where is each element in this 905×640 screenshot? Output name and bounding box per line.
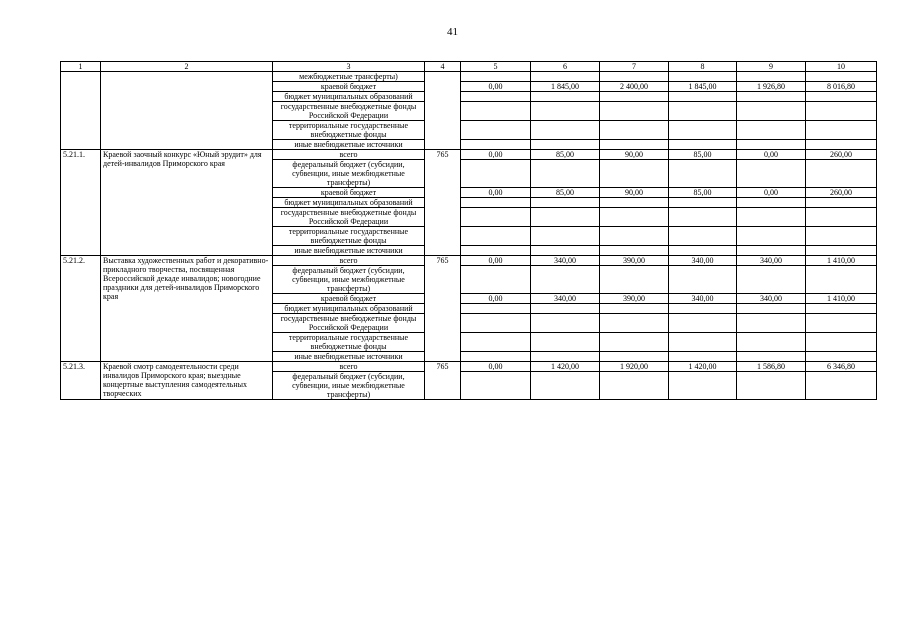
item-code <box>61 72 101 150</box>
amount-cell-8 <box>669 208 737 227</box>
item-col4 <box>425 72 461 150</box>
item-code: 5.21.1. <box>61 150 101 256</box>
amount-cell-7 <box>600 352 669 362</box>
funding-source-label: территориальные государственные внебюджетные фонды <box>273 333 425 352</box>
amount-cell-7 <box>600 140 669 150</box>
funding-source-label: межбюджетные трансферты) <box>273 72 425 82</box>
amount-cell-6 <box>531 372 600 400</box>
amount-cell-7: 90,00 <box>600 188 669 198</box>
amount-cell-6 <box>531 92 600 102</box>
amount-cell-5 <box>461 314 531 333</box>
amount-cell-6 <box>531 102 600 121</box>
amount-cell-5 <box>461 140 531 150</box>
funding-source-label: территориальные государственные внебюджетные фонды <box>273 227 425 246</box>
amount-cell-8 <box>669 372 737 400</box>
amount-cell-6: 340,00 <box>531 294 600 304</box>
column-header-5: 5 <box>461 62 531 72</box>
amount-cell-5 <box>461 352 531 362</box>
amount-cell-5: 0,00 <box>461 294 531 304</box>
amount-cell-9 <box>737 92 806 102</box>
funding-source-label: государственные внебюджетные фонды Российской Федерации <box>273 208 425 227</box>
amount-cell-6: 1 420,00 <box>531 362 600 372</box>
column-header-7: 7 <box>600 62 669 72</box>
amount-cell-7 <box>600 102 669 121</box>
funding-source-label: территориальные государственные внебюджетные фонды <box>273 121 425 140</box>
funding-source-label: иные внебюджетные источники <box>273 352 425 362</box>
amount-cell-8 <box>669 92 737 102</box>
amount-cell-8 <box>669 198 737 208</box>
item-name <box>101 72 273 150</box>
amount-cell-10 <box>806 227 877 246</box>
amount-cell-8: 85,00 <box>669 150 737 160</box>
amount-cell-5: 0,00 <box>461 362 531 372</box>
page-number: 41 <box>447 26 458 38</box>
amount-cell-5 <box>461 304 531 314</box>
amount-cell-6: 1 845,00 <box>531 82 600 92</box>
amount-cell-7 <box>600 372 669 400</box>
amount-cell-9 <box>737 372 806 400</box>
amount-cell-9 <box>737 102 806 121</box>
amount-cell-9 <box>737 333 806 352</box>
amount-cell-8 <box>669 102 737 121</box>
amount-cell-5 <box>461 102 531 121</box>
amount-cell-5: 0,00 <box>461 188 531 198</box>
amount-cell-5 <box>461 72 531 82</box>
funding-source-label: краевой бюджет <box>273 188 425 198</box>
funding-source-label: федеральный бюджет (субсидии, субвенции, иные межбюджетные трансферты) <box>273 266 425 294</box>
amount-cell-10: 8 016,80 <box>806 82 877 92</box>
amount-cell-5 <box>461 246 531 256</box>
item-name: Краевой смотр самодеятельности среди инвалидов Приморского края; выездные концертные выступления самодеятельных творческих <box>101 362 273 400</box>
amount-cell-7: 90,00 <box>600 150 669 160</box>
amount-cell-6 <box>531 333 600 352</box>
amount-cell-6: 340,00 <box>531 256 600 266</box>
amount-cell-9 <box>737 246 806 256</box>
amount-cell-6 <box>531 72 600 82</box>
funding-source-label: государственные внебюджетные фонды Российской Федерации <box>273 314 425 333</box>
amount-cell-9 <box>737 140 806 150</box>
amount-cell-10: 260,00 <box>806 188 877 198</box>
amount-cell-5 <box>461 160 531 188</box>
amount-cell-8 <box>669 352 737 362</box>
amount-cell-7: 390,00 <box>600 256 669 266</box>
amount-cell-5 <box>461 333 531 352</box>
item-code: 5.21.3. <box>61 362 101 400</box>
amount-cell-10 <box>806 246 877 256</box>
amount-cell-5: 0,00 <box>461 256 531 266</box>
amount-cell-8 <box>669 266 737 294</box>
amount-cell-6: 85,00 <box>531 188 600 198</box>
amount-cell-6 <box>531 227 600 246</box>
amount-cell-5 <box>461 266 531 294</box>
amount-cell-9 <box>737 72 806 82</box>
amount-cell-9 <box>737 352 806 362</box>
item-code: 5.21.2. <box>61 256 101 362</box>
item-col4: 765 <box>425 256 461 362</box>
amount-cell-10 <box>806 140 877 150</box>
amount-cell-9 <box>737 304 806 314</box>
amount-cell-9: 1 586,80 <box>737 362 806 372</box>
amount-cell-6 <box>531 121 600 140</box>
amount-cell-7 <box>600 246 669 256</box>
amount-cell-10 <box>806 208 877 227</box>
amount-cell-6 <box>531 140 600 150</box>
amount-cell-10 <box>806 372 877 400</box>
amount-cell-9 <box>737 198 806 208</box>
funding-source-label: краевой бюджет <box>273 82 425 92</box>
funding-source-label: бюджет муниципальных образований <box>273 92 425 102</box>
amount-cell-5 <box>461 121 531 140</box>
column-header-4: 4 <box>425 62 461 72</box>
amount-cell-6 <box>531 314 600 333</box>
amount-cell-6 <box>531 246 600 256</box>
column-header-2: 2 <box>101 62 273 72</box>
amount-cell-5 <box>461 227 531 246</box>
funding-source-label: федеральный бюджет (субсидии, субвенции, иные межбюджетные трансферты) <box>273 160 425 188</box>
amount-cell-8 <box>669 333 737 352</box>
amount-cell-7 <box>600 314 669 333</box>
amount-cell-9: 340,00 <box>737 294 806 304</box>
funding-source-label: бюджет муниципальных образований <box>273 198 425 208</box>
amount-cell-7: 2 400,00 <box>600 82 669 92</box>
amount-cell-6 <box>531 198 600 208</box>
funding-source-label: федеральный бюджет (субсидии, субвенции, иные межбюджетные трансферты) <box>273 372 425 400</box>
amount-cell-8: 1 420,00 <box>669 362 737 372</box>
amount-cell-10 <box>806 160 877 188</box>
amount-cell-7: 1 920,00 <box>600 362 669 372</box>
amount-cell-7 <box>600 266 669 294</box>
column-header-row <box>61 62 877 72</box>
amount-cell-9: 1 926,80 <box>737 82 806 92</box>
amount-cell-6: 85,00 <box>531 150 600 160</box>
amount-cell-9: 0,00 <box>737 150 806 160</box>
amount-cell-10 <box>806 121 877 140</box>
funding-source-label: всего <box>273 150 425 160</box>
column-header-8: 8 <box>669 62 737 72</box>
amount-cell-9 <box>737 227 806 246</box>
amount-cell-6 <box>531 352 600 362</box>
amount-cell-8 <box>669 160 737 188</box>
amount-cell-8: 85,00 <box>669 188 737 198</box>
amount-cell-10 <box>806 266 877 294</box>
amount-cell-7 <box>600 304 669 314</box>
amount-cell-8: 340,00 <box>669 256 737 266</box>
funding-source-label: государственные внебюджетные фонды Российской Федерации <box>273 102 425 121</box>
amount-cell-5 <box>461 372 531 400</box>
amount-cell-6 <box>531 160 600 188</box>
amount-cell-5 <box>461 208 531 227</box>
amount-cell-7 <box>600 160 669 188</box>
column-header-1: 1 <box>61 62 101 72</box>
amount-cell-10 <box>806 304 877 314</box>
amount-cell-9 <box>737 208 806 227</box>
amount-cell-9: 340,00 <box>737 256 806 266</box>
item-col4: 765 <box>425 150 461 256</box>
amount-cell-10: 260,00 <box>806 150 877 160</box>
amount-cell-10 <box>806 102 877 121</box>
amount-cell-8: 340,00 <box>669 294 737 304</box>
amount-cell-7 <box>600 227 669 246</box>
amount-cell-10 <box>806 333 877 352</box>
table-body <box>61 62 877 400</box>
amount-cell-9 <box>737 121 806 140</box>
amount-cell-8 <box>669 140 737 150</box>
item-name: Краевой заочный конкурс «Юный эрудит» для детей-инвалидов Приморского края <box>101 150 273 256</box>
amount-cell-8: 1 845,00 <box>669 82 737 92</box>
column-header-10: 10 <box>806 62 877 72</box>
amount-cell-10 <box>806 198 877 208</box>
amount-cell-7 <box>600 121 669 140</box>
amount-cell-10 <box>806 352 877 362</box>
column-header-3: 3 <box>273 62 425 72</box>
amount-cell-6 <box>531 304 600 314</box>
amount-cell-9 <box>737 266 806 294</box>
table-row <box>61 72 877 82</box>
amount-cell-9 <box>737 314 806 333</box>
table-row <box>61 256 877 266</box>
amount-cell-7 <box>600 333 669 352</box>
amount-cell-5: 0,00 <box>461 150 531 160</box>
funding-source-label: иные внебюджетные источники <box>273 246 425 256</box>
amount-cell-9: 0,00 <box>737 188 806 198</box>
amount-cell-10 <box>806 92 877 102</box>
table-row <box>61 150 877 160</box>
amount-cell-8 <box>669 72 737 82</box>
amount-cell-8 <box>669 227 737 246</box>
amount-cell-8 <box>669 121 737 140</box>
item-name: Выставка художественных работ и декоративно-прикладного творчества, посвященная Всероссийской декаде инвалидов; новогодние праздники для детей-инвалидов Приморского края <box>101 256 273 362</box>
amount-cell-7 <box>600 198 669 208</box>
amount-cell-10: 1 410,00 <box>806 256 877 266</box>
funding-source-label: иные внебюджетные источники <box>273 140 425 150</box>
amount-cell-7 <box>600 208 669 227</box>
budget-table <box>60 61 877 400</box>
amount-cell-5 <box>461 92 531 102</box>
funding-source-label: краевой бюджет <box>273 294 425 304</box>
funding-source-label: всего <box>273 256 425 266</box>
amount-cell-8 <box>669 246 737 256</box>
amount-cell-7 <box>600 72 669 82</box>
amount-cell-10: 1 410,00 <box>806 294 877 304</box>
amount-cell-10 <box>806 72 877 82</box>
funding-source-label: всего <box>273 362 425 372</box>
amount-cell-6 <box>531 266 600 294</box>
table-row <box>61 362 877 372</box>
amount-cell-7 <box>600 92 669 102</box>
amount-cell-8 <box>669 314 737 333</box>
amount-cell-10 <box>806 314 877 333</box>
column-header-6: 6 <box>531 62 600 72</box>
amount-cell-10: 6 346,80 <box>806 362 877 372</box>
item-col4: 765 <box>425 362 461 400</box>
amount-cell-6 <box>531 208 600 227</box>
amount-cell-5: 0,00 <box>461 82 531 92</box>
amount-cell-5 <box>461 198 531 208</box>
column-header-9: 9 <box>737 62 806 72</box>
amount-cell-7: 390,00 <box>600 294 669 304</box>
amount-cell-8 <box>669 304 737 314</box>
amount-cell-9 <box>737 160 806 188</box>
funding-source-label: бюджет муниципальных образований <box>273 304 425 314</box>
